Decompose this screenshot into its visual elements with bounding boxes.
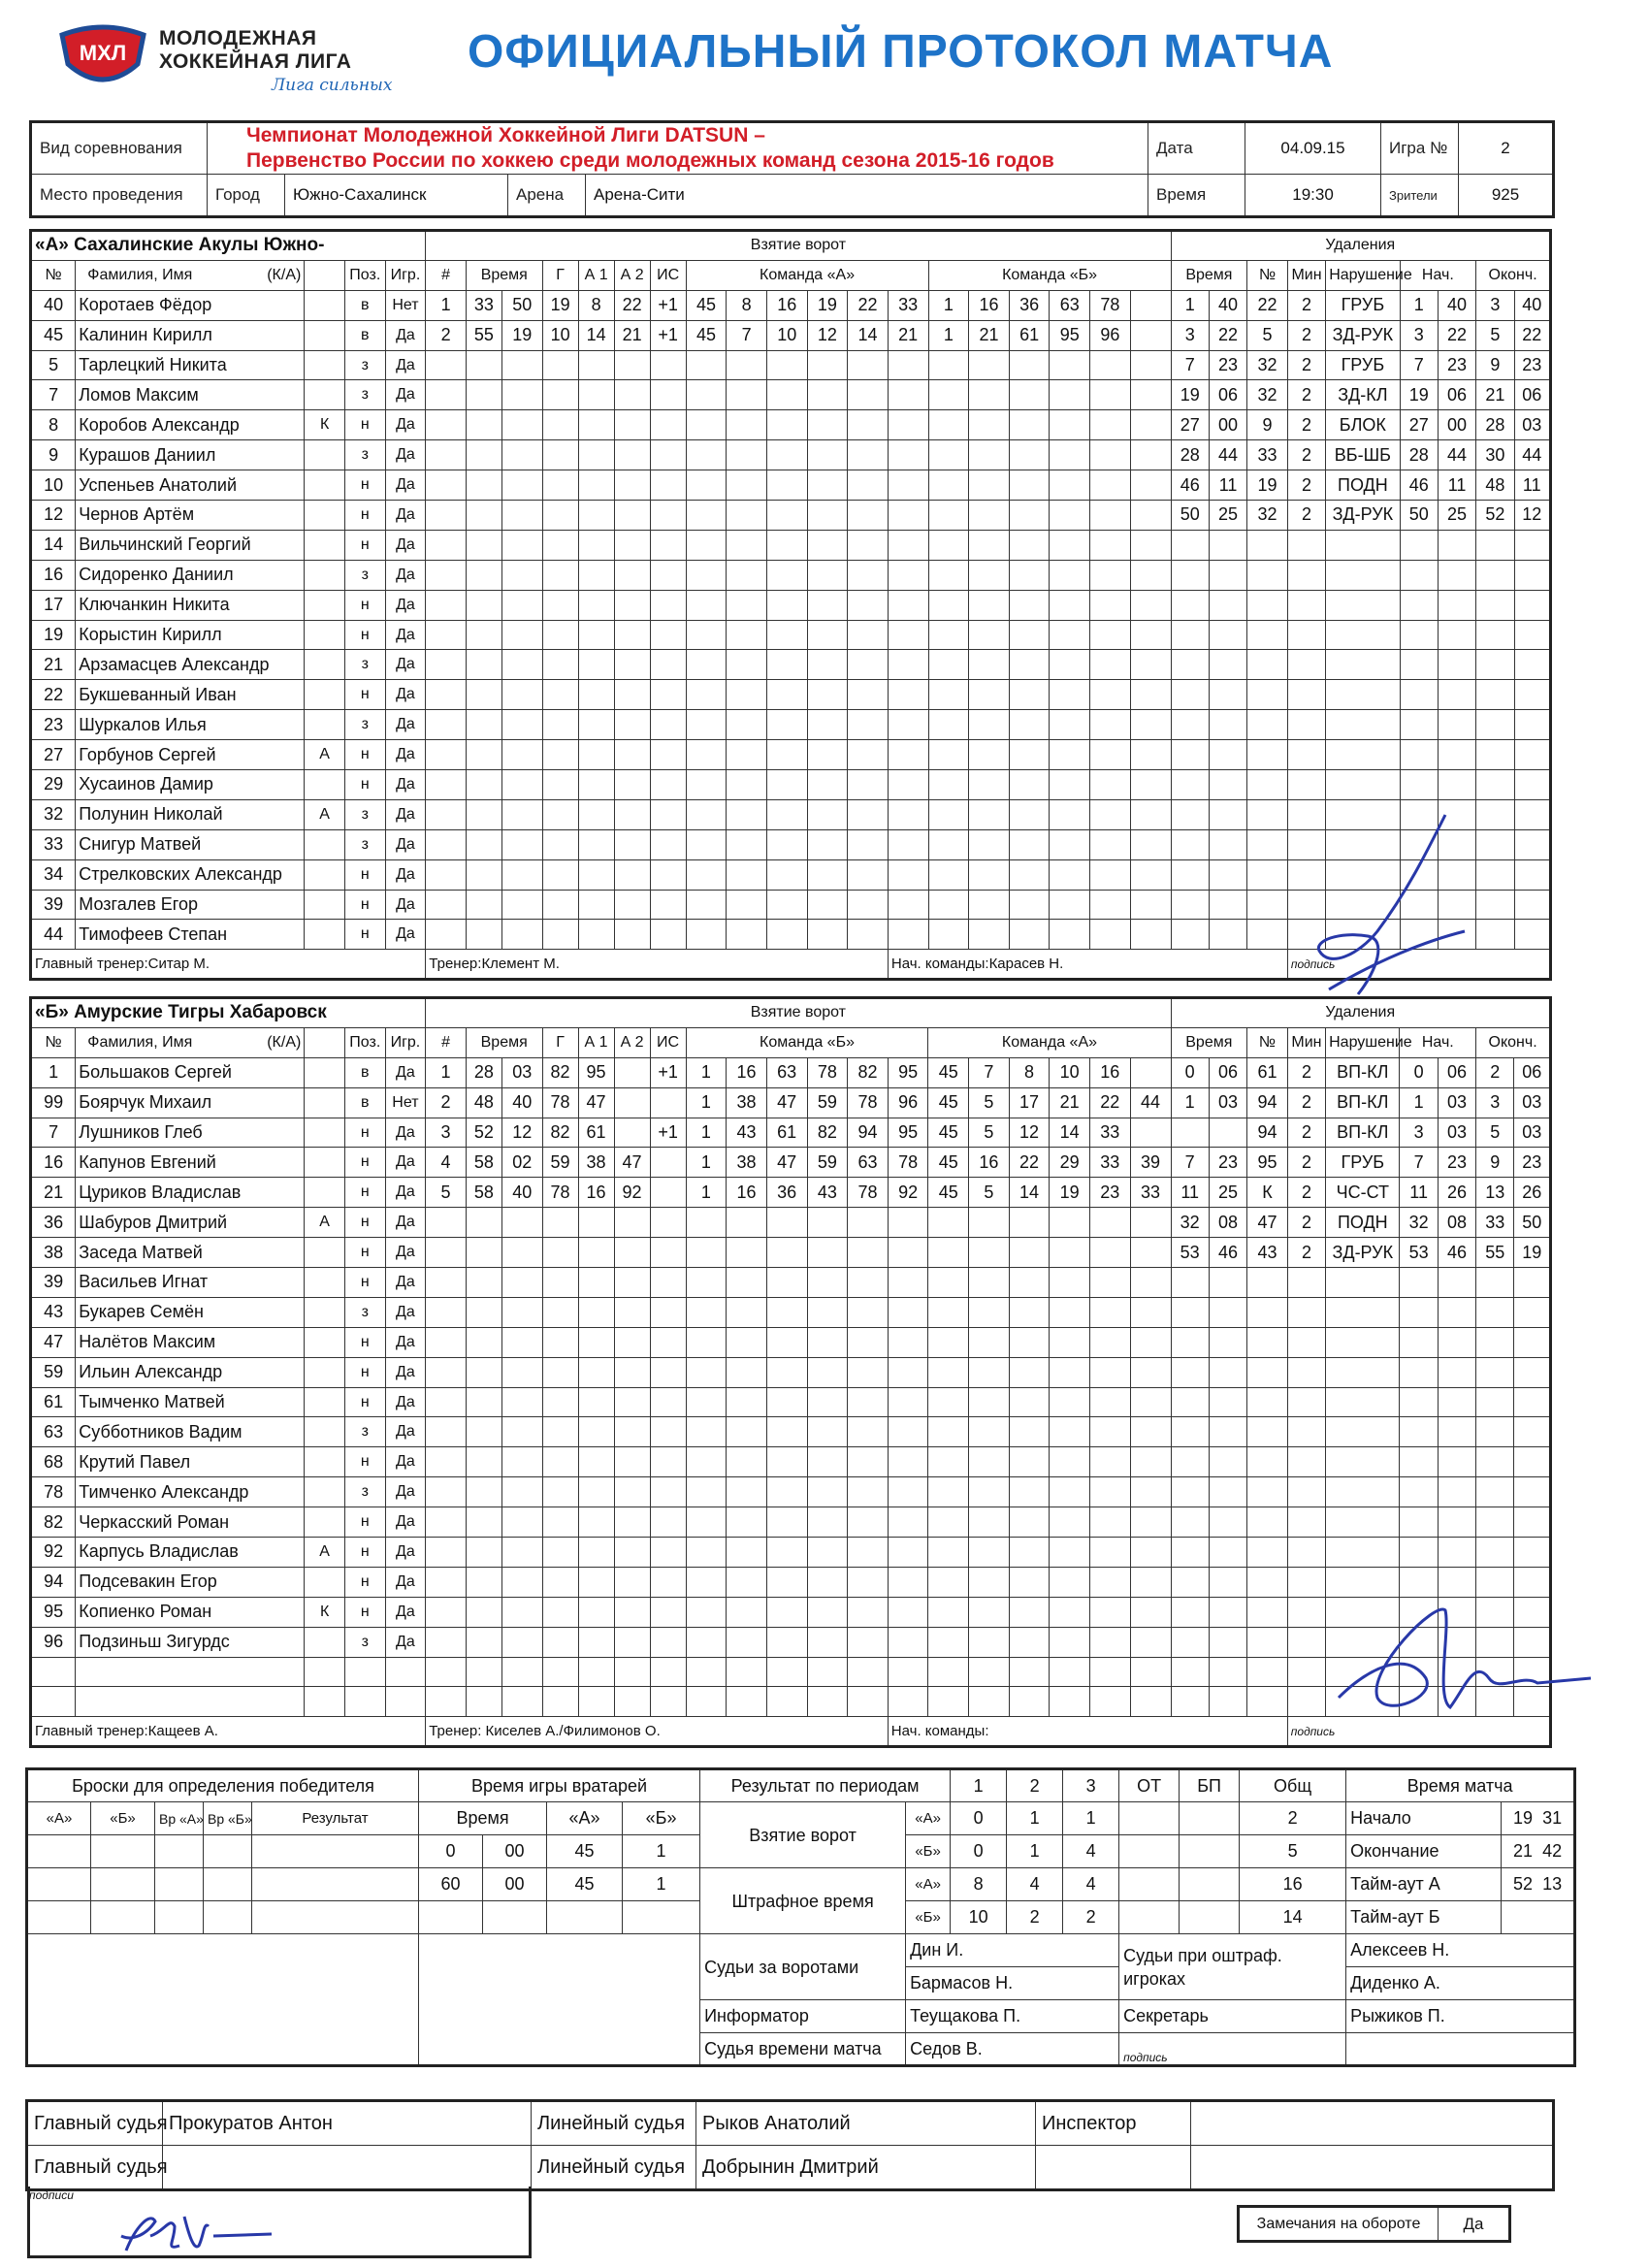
table-row: 40 Коротаев Фёдор в Нет 1 33 50 19 8 22 +1 45 8 16 19 22 33 1 16 36 63 78 1 40 22 2 ГРУБ 1 40 3 40: [31, 290, 1551, 320]
col-pen-end: Оконч.: [1476, 260, 1551, 290]
table-row: 94 Подсевакин Егор н Да: [31, 1567, 1551, 1597]
col-is: ИС: [650, 260, 686, 290]
timekeeper-value: Седов В.: [906, 2033, 1119, 2066]
table-row: 63 Субботников Вадим з Да: [31, 1417, 1551, 1447]
team-a-section: [29, 229, 1552, 981]
penalty-judge-2: Диденко А.: [1346, 1967, 1575, 2000]
table-row: 36 Шабуров Дмитрий А н Да 32 08 47 2 ПОДН 32 08 33 50: [31, 1208, 1551, 1238]
penalties-section-header: Удаления: [1171, 231, 1550, 261]
table-row: [31, 1657, 1551, 1687]
referees-sign-label: подписи: [29, 2188, 74, 2202]
informer-value: Теущакова П.: [906, 2000, 1119, 2033]
goals-b-label: «Б»: [906, 1835, 951, 1868]
goalies-title: Время игры вратарей: [419, 1769, 700, 1802]
pen-b-total: 14: [1240, 1901, 1346, 1934]
team-manager: Нач. команды:Карасев Н.: [888, 950, 1287, 980]
main-referee-label-2: Главный судья: [27, 2146, 163, 2190]
shootout-a-header: «А»: [27, 1802, 91, 1835]
summary-table: [25, 1767, 1576, 2067]
time-value: 19:30: [1245, 175, 1381, 217]
col-goal-num: #: [426, 260, 467, 290]
competition-name: Чемпионат Молодежной Хоккейной Лиги DATSUN – Первенство России по хоккею среди молодежных команд сезона 2015-16 годов: [208, 122, 1148, 175]
table-row: 68 Крутий Павел н Да: [31, 1447, 1551, 1477]
col-pen-start: Нач.: [1400, 1027, 1476, 1057]
shootout-b-header: «Б»: [91, 1802, 155, 1835]
table-row: 78 Тимченко Александр з Да: [31, 1477, 1551, 1507]
table-row: 21 Цуриков Владислав н Да 5 58 40 78 16 92 1 16 36 43 78 92 45 5 14 19 23 33 11 25 К 2 ЧС-СТ 11 26 13 26: [31, 1178, 1551, 1208]
table-row: 1 Большаков Сергей в Да 1 28 03 82 95 +1 1 16 63 78 82 95 45 7 8 10 16 0 06 61 2 ВП-КЛ 0 06 2 06: [31, 1057, 1551, 1087]
col-pen-min: Мин: [1287, 260, 1325, 290]
pen-a-p2: 4: [1007, 1868, 1063, 1901]
match-start-label: Начало: [1346, 1802, 1502, 1835]
goalie-b-header: «Б»: [623, 1802, 700, 1835]
secretary-label: Секретарь: [1119, 2000, 1346, 2033]
referees-table: [25, 2099, 1555, 2191]
goalie-row1-min: 0: [419, 1835, 483, 1868]
date-value: 04.09.15: [1245, 122, 1381, 175]
pen-a-total: 16: [1240, 1868, 1346, 1901]
table-row: 16 Сидоренко Даниил з Да: [31, 560, 1551, 590]
line-referee-2: Добрынин Дмитрий: [696, 2146, 1036, 2190]
goals-a-p2: 1: [1007, 1802, 1063, 1835]
referees-sign-box: [27, 2187, 532, 2258]
spectators-label: Зрители: [1381, 175, 1459, 217]
col-opp-team: Команда «Б»: [928, 260, 1171, 290]
period-3-header: 3: [1063, 1769, 1119, 1802]
goalie-row1-a: 45: [547, 1835, 623, 1868]
goalie-row1-b: 1: [623, 1835, 700, 1868]
informer-label: Информатор: [700, 2000, 906, 2033]
col-a1: А 1: [578, 1027, 614, 1057]
team-title: «А» Сахалинские Акулы Южно-: [31, 231, 426, 261]
table-row: 59 Ильин Александр н Да: [31, 1357, 1551, 1387]
goals-section-header: Взятие ворот: [426, 998, 1171, 1028]
table-row: 92 Карпусь Владислав А н Да: [31, 1538, 1551, 1568]
mhl-badge-icon: [56, 25, 149, 89]
table-row: 14 Вильчинский Георгий н Да: [31, 530, 1551, 560]
periods-title: Результат по периодам: [700, 1769, 951, 1802]
pen-b-p1: 10: [951, 1901, 1007, 1934]
table-row: 39 Васильев Игнат н Да: [31, 1268, 1551, 1298]
col-pen-min: Мин: [1287, 1027, 1325, 1057]
line-referee-1: Рыков Анатолий: [696, 2101, 1036, 2146]
page-title: ОФИЦИАЛЬНЫЙ ПРОТОКОЛ МАТЧА: [468, 26, 1334, 78]
match-end-label: Окончание: [1346, 1835, 1502, 1868]
goals-a-label: «А»: [906, 1802, 951, 1835]
table-row: 27 Горбунов Сергей А н Да: [31, 740, 1551, 770]
table-row: 43 Букарев Семён з Да: [31, 1297, 1551, 1327]
date-label: Дата: [1148, 122, 1245, 175]
spectators-value: 925: [1459, 175, 1554, 217]
line-referee-label-2: Линейный судья: [532, 2146, 696, 2190]
logo-line-1: МОЛОДЕЖНАЯ: [159, 27, 317, 49]
table-row: 45 Калинин Кирилл в Да 2 55 19 10 14 21 +1 45 7 10 12 14 21 1 21 61 95 96 3 22 5 2 ЗД-РУК 3 22 5 22: [31, 320, 1551, 350]
team-sign-label: подпись: [1287, 950, 1550, 980]
table-row: 19 Корыстин Кирилл н Да: [31, 620, 1551, 650]
venue-label: Место проведения: [31, 175, 208, 217]
match-start-value: 19 31: [1502, 1802, 1575, 1835]
shootout-result-header: Результат: [252, 1802, 419, 1835]
col-name: Фамилия, Имя (К/А): [76, 260, 305, 290]
match-info-table: [29, 120, 1555, 218]
goalie-a-header: «А»: [547, 1802, 623, 1835]
table-row: 29 Хусаинов Дамир н Да: [31, 770, 1551, 800]
logo-slogan: Лига сильных: [272, 76, 393, 95]
col-opp-team: Команда «А»: [928, 1027, 1171, 1057]
shootout-vra-header: Вр «А»: [155, 1802, 204, 1835]
col-pen-num: №: [1247, 260, 1288, 290]
col-g: Г: [542, 1027, 578, 1057]
goal-judge-2: Бармасов Н.: [906, 1967, 1119, 2000]
table-row: 61 Тымченко Матвей н Да: [31, 1387, 1551, 1417]
penalty-judges-label: Судьи при оштраф. игроках: [1119, 1934, 1346, 2000]
col-pen-end: Оконч.: [1476, 1027, 1551, 1057]
col-goal-time: Время: [466, 260, 542, 290]
competition-label: Вид соревнования: [31, 122, 208, 175]
col-g: Г: [542, 260, 578, 290]
goals-b-p2: 1: [1007, 1835, 1063, 1868]
bp-header: БП: [1180, 1769, 1240, 1802]
trainer: Тренер:Клемент М.: [426, 950, 889, 980]
logo-line-2: ХОККЕЙНАЯ ЛИГА: [159, 50, 352, 73]
timekeeper-label: Судья времени матча: [700, 2033, 906, 2066]
head-coach: Главный тренер:Ситар М.: [31, 950, 426, 980]
table-row: 22 Букшеванный Иван н Да: [31, 680, 1551, 710]
time-label: Время: [1148, 175, 1245, 217]
team-b-section: [29, 996, 1552, 1748]
goal-judges-label: Судьи за воротами: [700, 1934, 906, 2000]
total-header: Общ: [1240, 1769, 1346, 1802]
table-row: 32 Полунин Николай А з Да: [31, 799, 1551, 829]
main-referee-1: Прокуратов Антон: [163, 2101, 532, 2146]
match-end-value: 21 42: [1502, 1835, 1575, 1868]
team-title: «Б» Амурские Тигры Хабаровск: [31, 998, 426, 1028]
table-row: 21 Арзамасцев Александр з Да: [31, 650, 1551, 680]
table-row: 8 Коробов Александр К н Да 27 00 9 2 БЛОК 27 00 28 03: [31, 410, 1551, 440]
table-row: 16 Капунов Евгений н Да 4 58 02 59 38 47 1 38 47 59 63 78 45 16 22 29 33 39 7 23 95 2 ГРУБ 7 23 9 23: [31, 1148, 1551, 1178]
head-coach: Главный тренер:Кащеев А.: [31, 1717, 426, 1747]
table-row: 12 Чернов Артём н Да 50 25 32 2 ЗД-РУК 50 25 52 12: [31, 501, 1551, 531]
pen-a-label: «А»: [906, 1868, 951, 1901]
table-row: 96 Подзиньш Зигурдс з Да: [31, 1627, 1551, 1657]
match-time-title: Время матча: [1346, 1769, 1575, 1802]
penalty-time-label: Штрафное время: [700, 1868, 906, 1934]
pen-a-p3: 4: [1063, 1868, 1119, 1901]
col-name: Фамилия, Имя (К/А): [76, 1027, 305, 1057]
col-own-team: Команда «А»: [686, 260, 928, 290]
col-pen-time: Время: [1171, 1027, 1247, 1057]
table-row: 34 Стрелковских Александр н Да: [31, 859, 1551, 890]
team-sign-label: подпись: [1287, 1717, 1550, 1747]
col-violation: Нарушение: [1326, 1027, 1400, 1057]
secretary-value: Рыжиков П.: [1346, 2000, 1575, 2033]
inspector-label: Инспектор: [1036, 2101, 1191, 2146]
remarks-table: [1237, 2205, 1511, 2243]
table-row: 9 Курашов Даниил з Да 28 44 33 2 ВБ-ШБ 28 44 30 44: [31, 440, 1551, 470]
col-violation: Нарушение: [1326, 260, 1400, 290]
col-played: Игр.: [385, 1027, 426, 1057]
pen-b-label: «Б»: [906, 1901, 951, 1934]
teamA-table: [29, 229, 1552, 981]
timeout-a-value: 52 13: [1502, 1868, 1575, 1901]
pen-a-p1: 8: [951, 1868, 1007, 1901]
table-row: 99 Боярчук Михаил в Нет 2 48 40 78 47 1 38 47 59 78 96 45 5 17 21 22 44 1 03 94 2 ВП-КЛ 1 03 3 03: [31, 1087, 1551, 1118]
table-row: 44 Тимофеев Степан н Да: [31, 920, 1551, 950]
goals-a-p1: 0: [951, 1802, 1007, 1835]
goals-b-total: 5: [1240, 1835, 1346, 1868]
period-1-header: 1: [951, 1769, 1007, 1802]
table-row: 95 Копиенко Роман К н Да: [31, 1597, 1551, 1627]
table-row: [31, 1687, 1551, 1717]
col-pen-start: Нач.: [1400, 260, 1476, 290]
col-a2: А 2: [614, 260, 650, 290]
shootout-vrb-header: Вр «Б»: [204, 1802, 252, 1835]
city-value: Южно-Сахалинск: [285, 175, 508, 217]
ot-header: ОТ: [1119, 1769, 1180, 1802]
goalie-time-header: Время: [419, 1802, 547, 1835]
teamB-table: [29, 996, 1552, 1748]
penalty-judge-1: Алексеев Н.: [1346, 1934, 1575, 1967]
arena-label: Арена: [508, 175, 586, 217]
col-goal-time: Время: [466, 1027, 542, 1057]
period-2-header: 2: [1007, 1769, 1063, 1802]
league-logo: [56, 21, 405, 109]
col-played: Игр.: [385, 260, 426, 290]
city-label: Город: [208, 175, 285, 217]
table-row: 7 Лушников Глеб н Да 3 52 12 82 61 +1 1 43 61 82 94 95 45 5 12 14 33 94 2 ВП-КЛ 3 03 5 03: [31, 1118, 1551, 1148]
remarks-label: Замечания на обороте: [1239, 2207, 1439, 2242]
table-row: 38 Заседа Матвей н Да 53 46 43 2 ЗД-РУК 53 46 55 19: [31, 1238, 1551, 1268]
line-referee-label: Линейный судья: [532, 2101, 696, 2146]
pen-b-p3: 2: [1063, 1901, 1119, 1934]
goalie-row2-sec: 00: [483, 1868, 547, 1901]
col-pos: Поз.: [344, 260, 385, 290]
col-is: ИС: [650, 1027, 686, 1057]
table-row: 82 Черкасский Роман н Да: [31, 1507, 1551, 1538]
col-goal-num: #: [426, 1027, 467, 1057]
goals-a-total: 2: [1240, 1802, 1346, 1835]
pen-b-p2: 2: [1007, 1901, 1063, 1934]
col-pen-time: Время: [1171, 260, 1247, 290]
main-referee-2: [163, 2146, 532, 2190]
table-row: 5 Тарлецкий Никита з Да 7 23 32 2 ГРУБ 7 23 9 23: [31, 350, 1551, 380]
col-num: №: [31, 260, 76, 290]
goalie-row2-a: 45: [547, 1868, 623, 1901]
col-pos: Поз.: [344, 1027, 385, 1057]
table-row: 17 Ключанкин Никита н Да: [31, 590, 1551, 620]
trainer: Тренер: Киселев А./Филимонов О.: [426, 1717, 889, 1747]
penalties-section-header: Удаления: [1171, 998, 1551, 1028]
col-own-team: Команда «Б»: [686, 1027, 928, 1057]
table-row: 7 Ломов Максим з Да 19 06 32 2 ЗД-КЛ 19 06 21 06: [31, 380, 1551, 410]
col-num: №: [31, 1027, 76, 1057]
goals-a-p3: 1: [1063, 1802, 1119, 1835]
goal-judge-1: Дин И.: [906, 1934, 1119, 1967]
goals-section-header: Взятие ворот: [426, 231, 1171, 261]
table-row: 10 Успеньев Анатолий н Да 46 11 19 2 ПОДН 46 11 48 11: [31, 470, 1551, 501]
goalie-row2-min: 60: [419, 1868, 483, 1901]
col-pen-num: №: [1247, 1027, 1288, 1057]
table-row: 23 Шуркалов Илья з Да: [31, 710, 1551, 740]
arena-value: Арена-Сити: [586, 175, 1148, 217]
main-referee-label: Главный судья: [27, 2101, 163, 2146]
shootout-title: Броски для определения победителя: [27, 1769, 419, 1802]
timeout-a-label: Тайм-аут А: [1346, 1868, 1502, 1901]
goals-b-p3: 4: [1063, 1835, 1119, 1868]
goals-b-p1: 0: [951, 1835, 1007, 1868]
col-a1: А 1: [578, 260, 614, 290]
team-manager: Нач. команды:: [888, 1717, 1287, 1747]
game-value: 2: [1459, 122, 1554, 175]
game-label: Игра №: [1381, 122, 1459, 175]
goals-by-period-label: Взятие ворот: [700, 1802, 906, 1868]
officials-sign-label: подпись: [1119, 2033, 1346, 2066]
goalie-row2-b: 1: [623, 1868, 700, 1901]
col-a2: А 2: [614, 1027, 650, 1057]
remarks-value: Да: [1439, 2207, 1510, 2242]
table-row: 47 Налётов Максим н Да: [31, 1327, 1551, 1357]
table-row: 33 Снигур Матвей з Да: [31, 829, 1551, 859]
logo-badge-text: МХЛ: [79, 41, 127, 65]
timeout-b-label: Тайм-аут Б: [1346, 1901, 1502, 1934]
goalie-row1-sec: 00: [483, 1835, 547, 1868]
table-row: 39 Мозгалев Егор н Да: [31, 890, 1551, 920]
